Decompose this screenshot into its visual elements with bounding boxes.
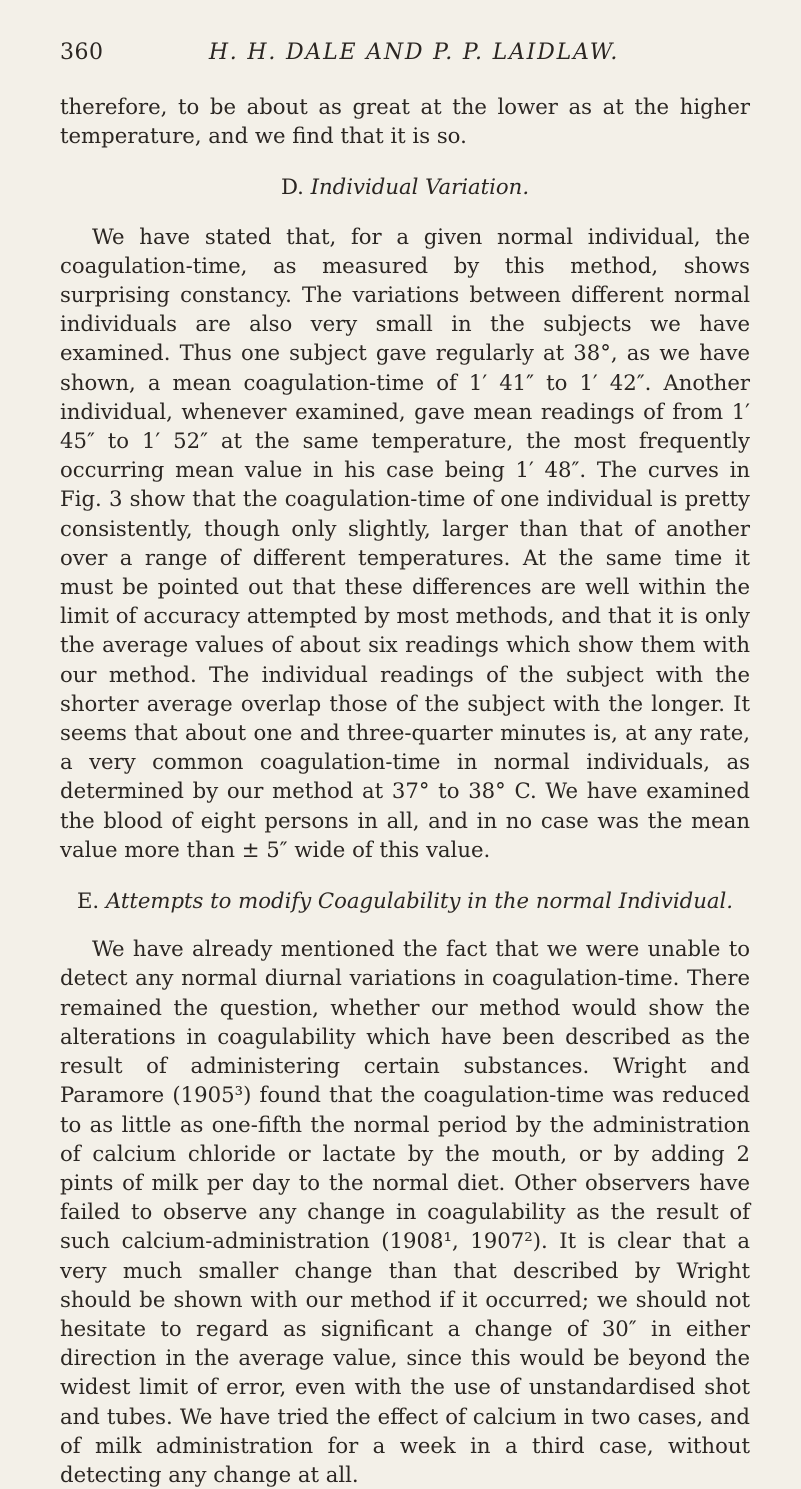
section-d-paragraph: We have stated that, for a given normal individual, the coagulation-time, as measured by this method, shows surprising constancy. The variations between different normal individuals are also very small in the subjects we have examined. Thus one subject gave regularly at 38°, as we have shown, a mean coagulation-time of 1′ 41″ to 1′ 42″. Another individual, whenever examined, gave mean readings of from 1′ 45″ to 1′ 52″ at the same temperature, the most frequently occurring mean value in his case being 1′ 48″. The curves in Fig. 3 show that the coagulation-time of one individual is pretty consistently, though only slightly, larger than that of another over a range of different temperatures. At the same time it must be pointed out that these differences are well within the limit of accuracy attempted by most methods, and that it is only the average values of about six readings which show them with our method. The individual readings of the subject with the shorter average overlap those of the subject with the longer. It seems that about one and three-quarter minutes is, at any rate, a very common coagulation-time in normal individuals, as determined by our method at 37° to 38° C. We have examined the blood of eight persons in all, and in no case was the mean value more than ± 5″ wide of this value. <box>60 223 750 862</box>
section-heading-e <box>60 886 750 915</box>
section-e-title: Attempts to modify Coagulability in the normal Individual. <box>105 888 734 914</box>
section-heading-d <box>60 172 750 201</box>
page-header <box>60 40 750 80</box>
section-e-paragraph: We have already mentioned the fact that we were unable to detect any normal diurnal variations in coagulation-time. There remained the question, whether our method would show the alterations in coagulability which have been described as the result of administering certain substances. Wright and Paramore (1905³) found that the coagulation-time was reduced to as little as one-fifth the normal period by the administration of calcium chloride or lactate by the mouth, or by adding 2 pints of milk per day to the normal diet. Other observers have failed to observe any change in coagulability as the result of such calcium-administration (1908¹, 1907²). It is clear that a very much smaller change than that described by Wright should be shown with our method if it occurred; we should not hesitate to regard as significant a change of 30″ in either direction in the average value, since this would be beyond the widest limit of error, even with the use of unstandardised shot and tubes. We have tried the effect of calcium in two cases, and of milk administration for a week in a third case, without detecting any change at all. <box>60 936 750 1487</box>
section-d-letter: D. <box>280 174 304 200</box>
section-d-title: Individual Variation. <box>310 174 530 200</box>
running-head: H. H. DALE AND P. P. LAIDLAW. <box>208 40 620 65</box>
page-number: 360 <box>60 40 104 65</box>
intro-paragraph: therefore, to be about as great at the lower as at the higher temperature, and we find that it is so. <box>60 94 750 149</box>
section-e-letter: E. <box>76 888 100 914</box>
body-text <box>60 92 750 1489</box>
